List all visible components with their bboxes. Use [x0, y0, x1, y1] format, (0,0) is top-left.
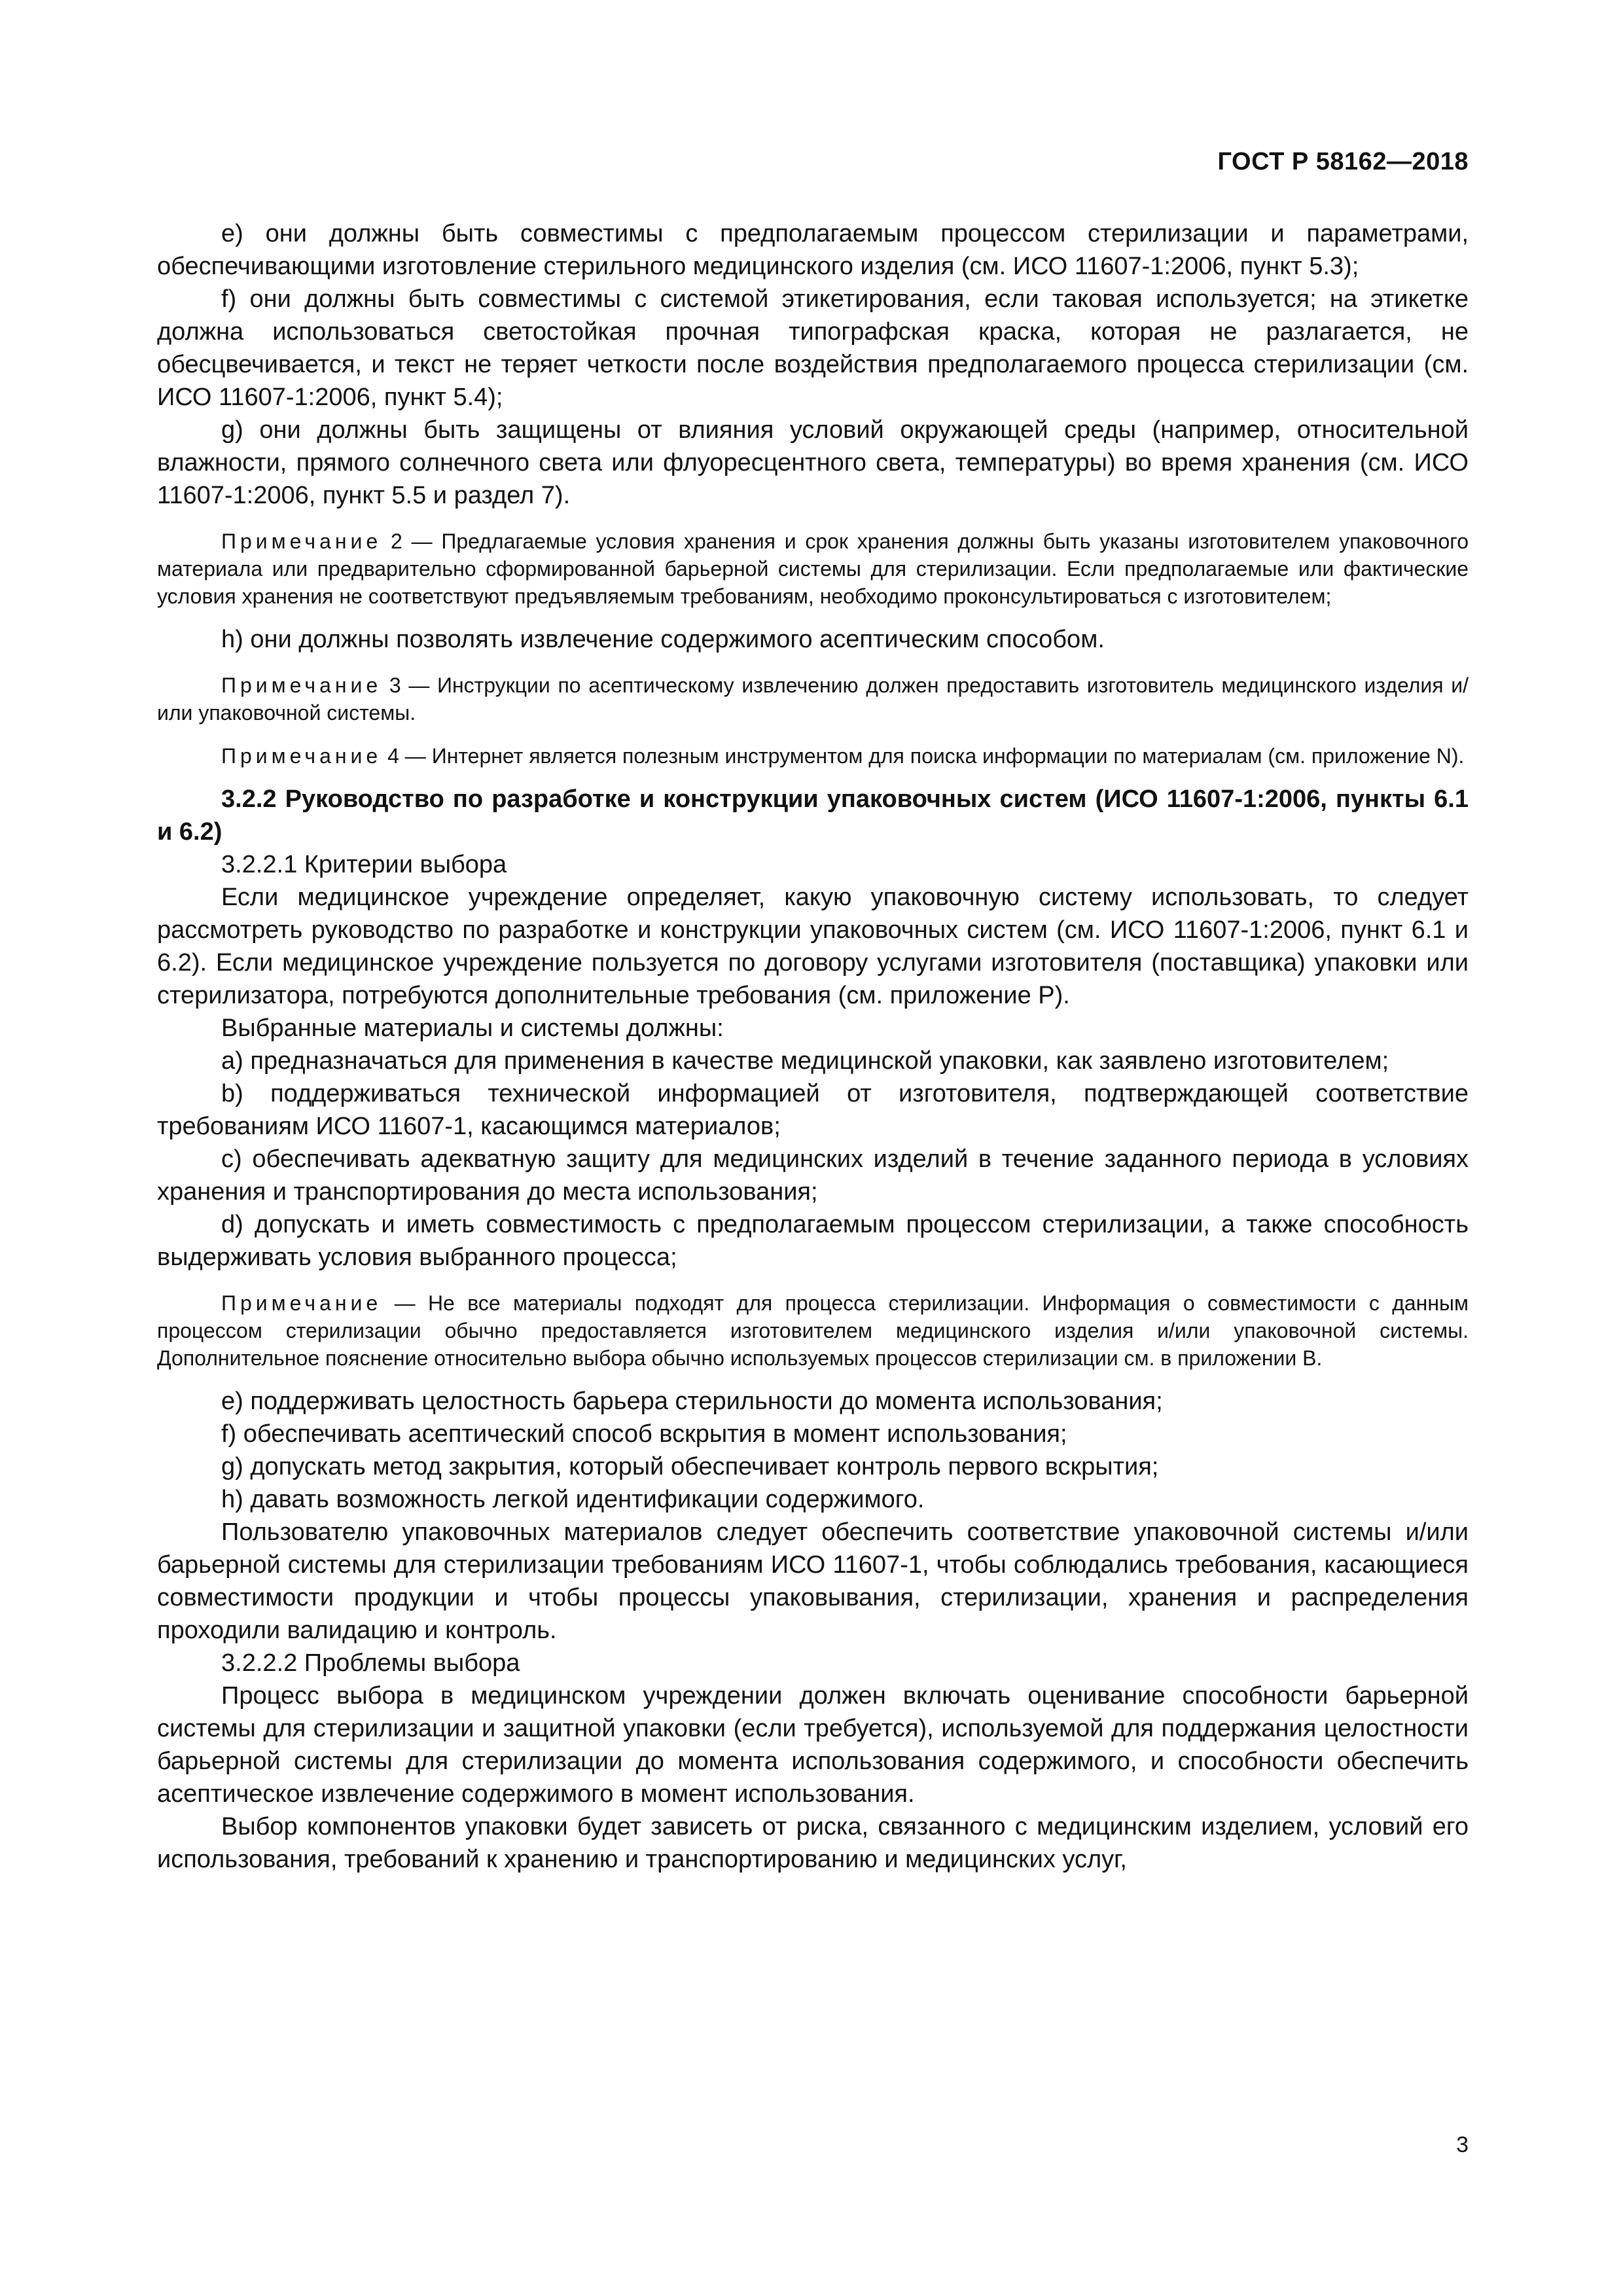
paragraph: Процесс выбора в медицинском учреждении должен включать оценивание способности барьерной системы для стерилизации и защитной упаковки (если требуется), используемой для поддержания целостности барьерной системы для стерилизации до момента использования содержимого, и способности обеспечить асептическое извлечение содержимого в момент использования.: [157, 1682, 1469, 1808]
paragraph: g) они должны быть защищены от влияния условий окружающей среды (например, относительной влажности, прямого солнечного света или флуоресцентного света, температуры) во время хранения (см. ИСО 11607-1:2006, пункт 5.5 и раздел 7).: [157, 416, 1469, 509]
note-3: [157, 672, 1469, 726]
paragraph: f) они должны быть совместимы с системой этикетирования, если таковая используется; на этикетке должна использоваться светостойкая прочная типографская краска, которая не разлагается, не обесцвечивается, и текст не теряет четкости после воздействия предполагаемого процесса стерилизации (см. ИСО 11607-1:2006, пункт 5.4);: [157, 285, 1469, 411]
paragraph: h) они должны позволять извлечение содержимого асептическим способом.: [221, 626, 1105, 653]
note-5: [157, 1289, 1469, 1372]
note-label: Примечание: [221, 744, 382, 768]
paragraph: Если медицинское учреждение определяет, какую упаковочную систему использовать, то следует рассмотреть руководство по разработке и конструкции упаковочных систем (см. ИСО 11607-1:2006, пункт 6.1 и 6.2). Если медицинское учреждение пользуется по договору услугами изготовителя (поставщика) упаковки или стерилизатора, потребуются дополнительные требования (см. приложение Р).: [157, 884, 1469, 1009]
list-item: b) поддерживаться технической информацией от изготовителя, подтверждающей соответствие требованиям ИСО 11607-1, касающимся материалов;: [157, 1080, 1469, 1140]
note-label: Примечание: [221, 673, 382, 697]
list-item: e) поддерживать целостность барьера стерильности до момента использования;: [221, 1388, 1163, 1415]
list-item: a) предназначаться для применения в качестве медицинской упаковки, как заявлено изготовителем;: [221, 1047, 1389, 1075]
paragraph: Выбор компонентов упаковки будет зависеть от риска, связанного с медицинским изделием, условий его использования, требований к хранению и транспортированию и медицинских услуг,: [157, 1813, 1469, 1873]
paragraph: Пользователю упаковочных материалов следует обеспечить соответствие упаковочной системы и/или барьерной системы для стерилизации требованиям ИСО 11607-1, чтобы соблюдались требования, касающиеся совместимости продукции и чтобы процессы упаковывания, стерилизации, хранения и распределения проходили валидацию и контроль.: [157, 1518, 1469, 1644]
note-label: Примечание: [221, 1291, 382, 1315]
note-2: [157, 528, 1469, 610]
note-label: Примечание: [221, 529, 382, 553]
note-number: 3: [389, 673, 401, 697]
page-number: 3: [1456, 2132, 1469, 2157]
list-item: d) допускать и иметь совместимость с предполагаемым процессом стерилизации, а также способность выдерживать условия выбранного процесса;: [157, 1211, 1469, 1271]
paragraph: Выбранные материалы и системы должны:: [221, 1014, 724, 1042]
page-content: [157, 217, 1469, 1876]
note-4: [157, 742, 1469, 770]
subsection-title: 3.2.2.1 Критерии выбора: [221, 851, 507, 878]
standard-header: ГОСТ Р 58162—2018: [1217, 148, 1469, 175]
list-item: g) допускать метод закрытия, который обеспечивает контроль первого вскрытия;: [221, 1453, 1159, 1480]
subsection-title: 3.2.2.2 Проблемы выбора: [221, 1649, 520, 1677]
paragraph: е) они должны быть совместимы с предполагаемым процессом стерилизации и параметрами, обеспечивающими изготовление стерильного медицинского изделия (см. ИСО 11607-1:2006, пункт 5.3);: [157, 220, 1469, 280]
note-text: — Не все материалы подходят для процесса стерилизации. Информация о совместимости с данным процессом стерилизации обычно предоставляется изготовителем медицинского изделия и/или упаковочной системы. Дополнительное пояснение относительно выбора обычно используемых процессов стерилизации см. в приложении В.: [157, 1291, 1469, 1370]
list-item: f) обеспечивать асептический способ вскрытия в момент использования;: [221, 1420, 1067, 1448]
note-number: 2: [391, 529, 402, 553]
list-item: h) давать возможность легкой идентификации содержимого.: [221, 1486, 925, 1513]
note-text: — Предлагаемые условия хранения и срок хранения должны быть указаны изготовителем упаковочного материала или предварительно сформированной барьерной системы для стерилизации. Если предполагаемые или фактические условия хранения не соответствуют предъявляемым требованиям, необходимо проконсультироваться с изготовителем;: [157, 529, 1469, 608]
section-heading: 3.2.2 Руководство по разработке и конструкции упаковочных систем (ИСО 11607-1:2006, пункты 6.1 и 6.2): [157, 785, 1469, 846]
note-text: — Инструкции по асептическому извлечению должен предоставить изготовитель медицинского изделия и/или упаковочной системы.: [157, 673, 1469, 725]
list-item: c) обеспечивать адекватную защиту для медицинских изделий в течение заданного периода в условиях хранения и транспортирования до места использования;: [157, 1145, 1469, 1206]
note-number: 4: [387, 744, 399, 768]
note-text: — Интернет является полезным инструментом для поиска информации по материалам (см. приложение N).: [399, 744, 1465, 768]
